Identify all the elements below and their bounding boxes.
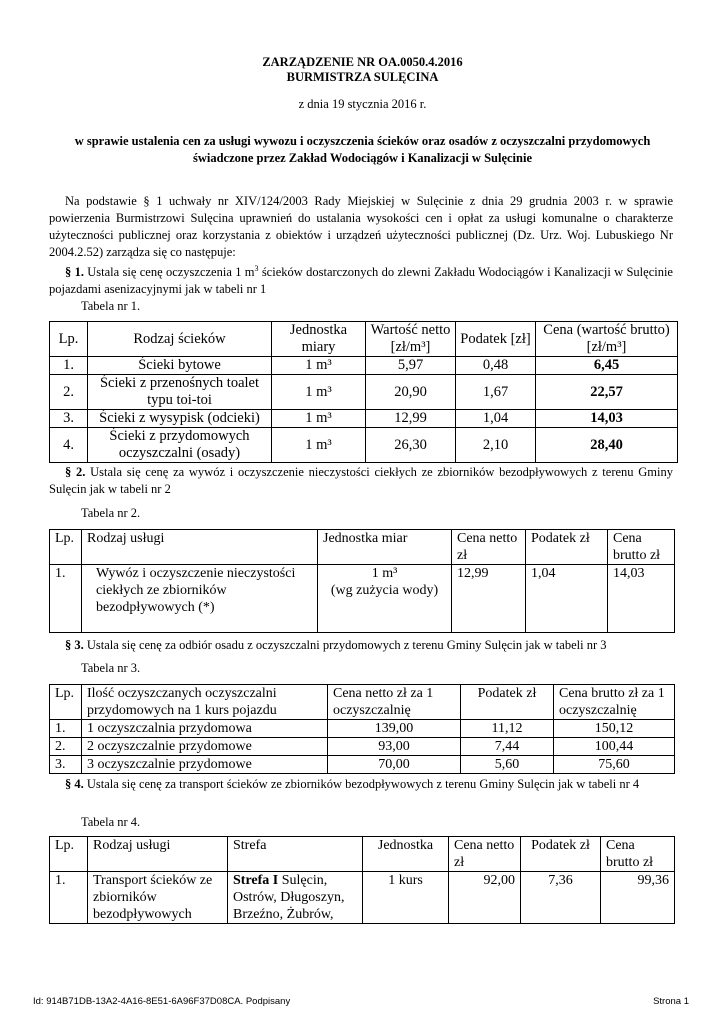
table-header-cell: Strefa [228, 837, 363, 872]
table-cell [318, 565, 452, 633]
table-row [50, 410, 678, 428]
table-row [50, 375, 678, 410]
table-cell: 28,40 [536, 428, 678, 463]
table-header-cell: Cena netto zł [452, 530, 526, 565]
document-title [0, 55, 725, 85]
unit-line-1: 1 m³ [371, 566, 398, 581]
table-header-cell: Cena netto zł [449, 837, 521, 872]
zone-label: Strefa I [233, 873, 279, 888]
table-cell: 1 m³ [272, 375, 366, 410]
table-cell: 2 oczyszczalnie przydomowe [82, 738, 328, 756]
table-cell: 1 oczyszczalnia przydomowa [82, 720, 328, 738]
section-3-text: Ustala się cenę za odbiór osadu z oczyszczalni przydomowych z terenu Gminy Sulęcin jak w tabeli nr 3 [83, 638, 607, 652]
section-2-paragraph [49, 464, 673, 498]
table-cell: 100,44 [554, 738, 675, 756]
table-cell: 1 m³ [272, 410, 366, 428]
section-2-text: Ustala się cenę za wywóz i oczyszczenie nieczystości ciekłych ze zbiorników bezodpływowych z terenu Gminy Sulęcin jak w tabeli nr 2 [49, 465, 673, 496]
title-line-2: BURMISTRZA SULĘCINA [286, 70, 439, 84]
section-4-paragraph [49, 776, 673, 793]
table-header-cell: Jednostka miary [272, 322, 366, 357]
table-header-cell: Lp. [50, 837, 88, 872]
document-date: z dnia 19 stycznia 2016 r. [298, 97, 427, 111]
table-cell: 2. [50, 738, 82, 756]
table-row [50, 685, 675, 720]
table-cell: 2,10 [456, 428, 536, 463]
intro-paragraph: Na podstawie § 1 uchwały nr XIV/124/2003 Rady Miejskiej w Sulęcinie z dnia 29 grudnia 2003 r. w sprawie powierzenia Burmistrzowi Sulęcina uprawnień do ustalania wysokości cen i opłat za usługi komunalne o charakterze użyteczności publicznej oraz korzystania z obiektów i urządzeń użyteczności publicznej (Dz. Urz. Woj. Lubuskiego Nr 2004.2.52) zarządza się co następuje: [49, 194, 673, 259]
table-cell: 1 m³ [272, 357, 366, 375]
table-row [50, 565, 675, 633]
table-cell: 1,04 [526, 565, 608, 633]
table-row [50, 357, 678, 375]
table-cell: 1. [50, 720, 82, 738]
table-header-cell: Cena brutto zł [601, 837, 675, 872]
table-cell: 93,00 [328, 738, 461, 756]
table-cell: 1,67 [456, 375, 536, 410]
table-cell: Ścieki z przydomowych oczyszczalni (osady) [88, 428, 272, 463]
table-cell: 1,04 [456, 410, 536, 428]
table-header-cell: Cena (wartość brutto) [zł/m³] [536, 322, 678, 357]
table-cell: 2. [50, 375, 88, 410]
table-header-cell: Lp. [50, 530, 82, 565]
table-row [50, 720, 675, 738]
table-4 [49, 836, 675, 924]
table-cell: 92,00 [449, 872, 521, 924]
table-cell: 1. [50, 565, 82, 633]
table-cell: 12,99 [452, 565, 526, 633]
table-cell [228, 872, 363, 924]
table-4-label: Tabela nr 4. [81, 815, 141, 829]
table-row [50, 756, 675, 774]
table-header-cell: Cena brutto zł [608, 530, 675, 565]
section-4-text: Ustala się cenę za transport ścieków ze zbiorników bezodpływowych z terenu Gminy Sulęcin jak w tabeli nr 4 [83, 777, 640, 791]
table-cell: 12,99 [366, 410, 456, 428]
section-1-text-a: Ustala się cenę oczyszczenia 1 m [83, 265, 255, 280]
table-cell: 7,36 [521, 872, 601, 924]
title-line-1: ZARZĄDZENIE NR OA.0050.4.2016 [262, 55, 463, 69]
section-1-text-b: ścieków dostarczonych do zlewni Zakładu Wodociągów i Kanalizacji w Sulęcinie pojazdami asenizacyjnymi jak w tabeli nr 1 [49, 265, 673, 297]
table-header-cell: Rodzaj ścieków [88, 322, 272, 357]
table-cell: Wywóz i oczyszczenie nieczystości ciekłych ze zbiorników bezodpływowych (*) [82, 565, 318, 633]
table-row [50, 872, 675, 924]
section-3-paragraph [49, 637, 673, 654]
section-2-number: § 2. [65, 465, 86, 479]
table-row [50, 322, 678, 357]
table-cell: 3 oczyszczalnie przydomowe [82, 756, 328, 774]
table-cell: 75,60 [554, 756, 675, 774]
table-cell: Transport ścieków ze zbiorników bezodpływowych [88, 872, 228, 924]
table-cell: Ścieki z przenośnych toalet typu toi-toi [88, 375, 272, 410]
table-cell: 14,03 [536, 410, 678, 428]
table-2-label: Tabela nr 2. [81, 506, 141, 520]
table-cell: 26,30 [366, 428, 456, 463]
footer-page-number: Strona 1 [653, 996, 689, 1007]
table-cell: Ścieki z wysypisk (odcieki) [88, 410, 272, 428]
table-cell: 99,36 [601, 872, 675, 924]
table-row [50, 428, 678, 463]
table-cell: 4. [50, 428, 88, 463]
table-header-cell: Jednostka miar [318, 530, 452, 565]
section-1-sup: 3 [254, 264, 259, 273]
table-header-cell: Podatek zł [526, 530, 608, 565]
table-cell: 3. [50, 410, 88, 428]
table-cell: 14,03 [608, 565, 675, 633]
subject-line-2: świadczone przez Zakład Wodociągów i Kanalizacji w Sulęcinie [192, 151, 532, 165]
table-header-cell: Podatek zł [461, 685, 554, 720]
table-cell: 20,90 [366, 375, 456, 410]
table-cell: 11,12 [461, 720, 554, 738]
table-cell: 6,45 [536, 357, 678, 375]
table-cell: 7,44 [461, 738, 554, 756]
table-1-label: Tabela nr 1. [81, 299, 141, 313]
table-header-cell: Rodzaj usługi [82, 530, 318, 565]
table-cell: 22,57 [536, 375, 678, 410]
table-header-cell: Cena brutto zł za 1 oczyszczalnię [554, 685, 675, 720]
table-cell: 1. [50, 357, 88, 375]
table-cell: Ścieki bytowe [88, 357, 272, 375]
table-header-cell: Podatek zł [521, 837, 601, 872]
table-2 [49, 529, 675, 633]
table-header-cell: Wartość netto [zł/m³] [366, 322, 456, 357]
table-1 [49, 321, 678, 463]
table-header-cell: Rodzaj usługi [88, 837, 228, 872]
table-header-cell: Jednostka [363, 837, 449, 872]
table-row [50, 837, 675, 872]
document-subject [0, 133, 725, 167]
table-header-cell: Ilość oczyszczanych oczyszczalni przydomowych na 1 kurs pojazdu [82, 685, 328, 720]
table-cell: 5,60 [461, 756, 554, 774]
table-row [50, 530, 675, 565]
table-cell: 150,12 [554, 720, 675, 738]
zone-localities: Sulęcin, Ostrów, Długoszyn, Brzeźno, Żubrów, [233, 873, 345, 922]
table-header-cell: Lp. [50, 322, 88, 357]
footer-document-id: Id: 914B71DB-13A2-4A16-8E51-6A96F37D08CA. Podpisany [33, 996, 291, 1007]
table-cell: 1 kurs [363, 872, 449, 924]
table-3-label: Tabela nr 3. [81, 661, 141, 675]
table-cell: 70,00 [328, 756, 461, 774]
table-header-cell: Lp. [50, 685, 82, 720]
unit-line-2: (wg zużycia wody) [330, 583, 439, 598]
table-cell: 3. [50, 756, 82, 774]
subject-line-1: w sprawie ustalenia cen za usługi wywozu i oczyszczenia ścieków oraz osadów z oczyszczalni przydomowych [74, 134, 651, 148]
table-cell: 139,00 [328, 720, 461, 738]
section-1-number: § 1. [65, 265, 84, 280]
table-cell: 5,97 [366, 357, 456, 375]
table-3 [49, 684, 675, 774]
table-row [50, 738, 675, 756]
section-3-number: § 3. [65, 638, 84, 652]
table-cell: 1 m³ [272, 428, 366, 463]
section-1-paragraph [49, 260, 673, 298]
table-header-cell: Cena netto zł za 1 oczyszczalnię [328, 685, 461, 720]
section-4-number: § 4. [65, 777, 84, 791]
table-header-cell: Podatek [zł] [456, 322, 536, 357]
table-cell: 1. [50, 872, 88, 924]
table-cell: 0,48 [456, 357, 536, 375]
